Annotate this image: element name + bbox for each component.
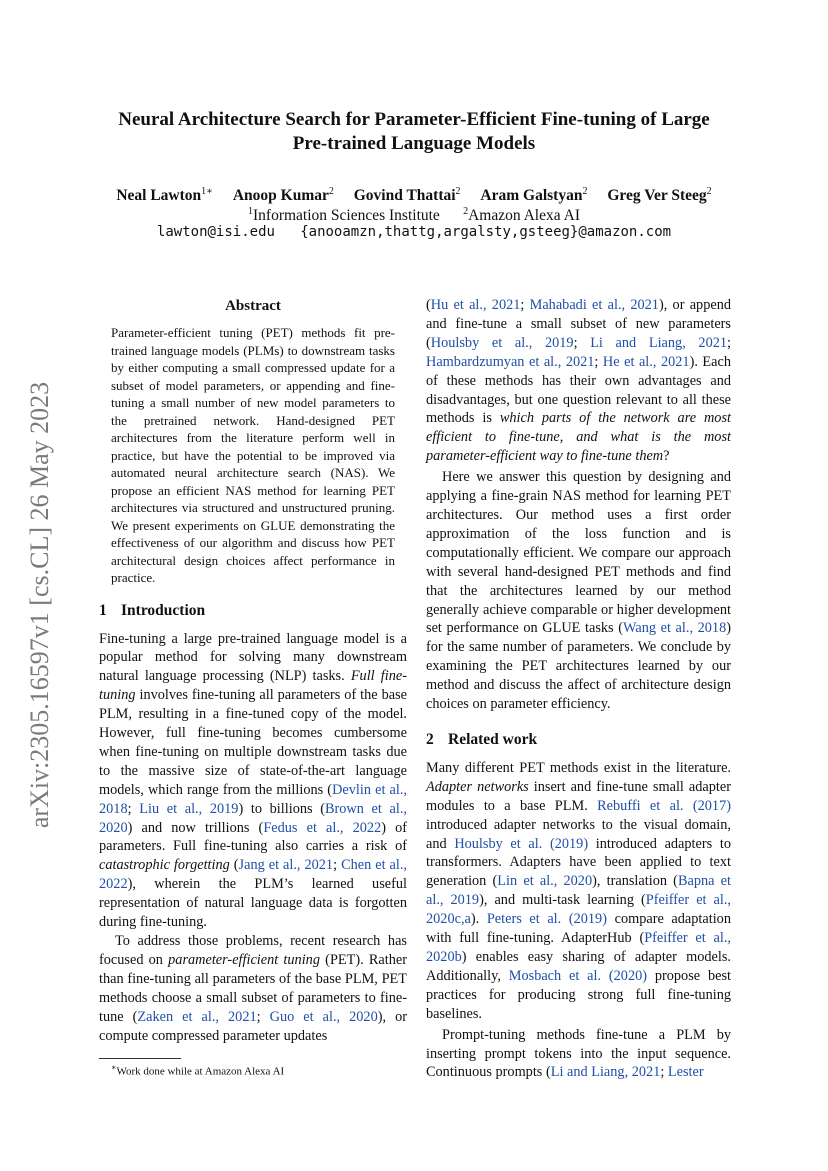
right-column [426,296,731,1082]
arxiv-identifier-sidebar [20,355,60,855]
text-run: ) and now trillions ( [127,819,264,836]
citation-link[interactable]: Li and Liang, 2021 [590,334,728,351]
intro-paragraph-continued [426,296,731,466]
citation-link[interactable]: Pfeiffer et al., 2020c,a [426,892,732,928]
citation-link[interactable]: Lester [667,1064,704,1081]
text-run: ; [727,334,731,351]
text-run: ), or compute compressed parameter updates [99,1008,408,1044]
citation-link[interactable]: Guo et al., 2020 [269,1008,378,1025]
citation-link[interactable]: Bapna et al., 2019 [426,873,731,909]
author-emails: lawton@isi.edu {anooamzn,thattg,argalsty,gsteeg}@amazon.com [156,224,672,240]
author: Greg Ver Steeg$^2$ [607,186,712,205]
intro-paragraph-3 [426,468,731,714]
citation-link[interactable]: Lin et al., 2020 [497,873,593,890]
author: Anoop Kumar$^2$ [232,186,334,205]
text-run: Fine-tuning a large pre-trained language model is a popular method for solving many downstream natural language processing (NLP) tasks. [99,630,407,685]
affiliation-1: Information Sciences Institute [253,207,440,225]
text-run: ) enables easy sharing of adapter models. Additionally, [426,949,731,984]
citation-link[interactable]: Li and Liang, 2021 [550,1064,661,1081]
intro-paragraph-2 [99,932,407,1045]
citation-link[interactable]: Fedus et al., 2022 [263,819,382,836]
intro-paragraph-1 [99,630,407,933]
paper-title [80,108,748,156]
title-line-2: Pre-trained Language Models [292,133,536,154]
text-run: Prompt-tuning methods fine-tune a PLM by inserting prompt tokens into the input sequence. Continuous prompts ( [426,1026,731,1081]
left-column [99,296,407,1045]
citation-link[interactable]: Houlsby et al., 2019 [430,334,574,351]
citation-link[interactable]: Mahabadi et al., 2021 [529,297,659,313]
text-run: ; [660,1064,668,1081]
citation-link[interactable]: Devlin et al., 2018 [99,781,407,817]
citation-link[interactable]: Brown et al., 2020 [99,800,408,836]
citation-link[interactable]: Mosbach et al. (2020) [508,967,648,984]
text-run: ) for the same number of parameters. We conclude by examining the PET architectures learned by our method and discuss the affect of architecture design choices on parameter efficiency. [426,620,731,713]
text-run: ), and multi-task learning ( [479,892,646,909]
text-run: ), or append and fine-tune a small subset of new parameters ( [426,297,731,351]
text-run: ( [426,297,431,313]
emphasis-text: Adapter networks [426,778,529,795]
text-run: ) of parameters. Full fine-tuning also carries a risk of [99,819,408,855]
emphasis-text: parameter-efficient tuning [168,951,320,968]
related-paragraph-2 [426,1026,731,1083]
citation-link[interactable]: Hambardzumyan et al., 2021 [426,353,595,370]
footnote-rule [99,1058,181,1059]
text-run: ), translation ( [592,873,678,890]
author: Neal Lawton$^{1∗}$ [116,186,213,205]
footnote: ∗Work done while at Amazon Alexa AI [111,1063,285,1078]
text-run: introduced adapter networks to the visual domain, and [426,816,731,852]
citation-link[interactable]: Pfeiffer et al., 2020b [426,930,731,965]
related-paragraph-1 [426,759,731,1024]
citation-link[interactable]: Hu et al., 2021 [430,297,521,313]
author: Govind Thattai$^2$ [353,186,461,205]
text-run: ), wherein the PLM’s learned useful representation of natural language data is forgotten during fine-tuning. [99,876,407,931]
text-run: ; [520,297,530,313]
text-run: ; [573,334,591,351]
emphasis-text: which parts of the network are most efficient to fine-tune, and what is the most parameter-efficient way to fine-tune them [426,410,731,465]
text-run: ; [256,1008,270,1025]
text-run: ). [470,911,487,928]
text-run: Many different PET methods exist in the literature. [426,759,731,776]
citation-link[interactable]: Liu et al., 2019 [139,800,239,817]
citation-link[interactable]: Chen et al., 2022 [99,857,407,893]
citation-link[interactable]: Houlsby et al. (2019) [454,835,589,852]
text-run: (PET). Rather than fine-tuning all parameters of the base PLM, PET methods choose a small subset of parameters to fine-tune ( [99,951,407,1025]
abstract-heading: Abstract [225,298,281,314]
text-run: compare adaptation with full fine-tuning. AdapterHub ( [426,911,731,947]
citation-link[interactable]: Wang et al., 2018 [623,620,727,637]
abstract-text: Parameter-efficient tuning (PET) methods fit pre-trained language models (PLMs) to downstream tasks by either computing a small compressed update for a subset of model parameters, or appending and fine-tuning a small number of new model parameters to the pretrained network. Hand-designed PET architectures from the literature perform well in practice, but have the potential to be improved via automated neural architecture search (NAS). We propose an efficient NAS method for learning PET architectures via structured and unstructured pruning. We present experiments on GLUE demonstrating the effectiveness of our algorithm and discuss how PET architectural design choices affect performance in practice. [111,325,395,585]
affiliations: $^1$Information Sciences Institute $^2$Amazon Alexa AI [248,206,580,225]
section-heading-related-work: 2 Related work [426,730,538,748]
section-heading-introduction: 1 Introduction [99,601,206,619]
text-run: ? [663,448,670,465]
text-run: ; [594,353,603,370]
emphasis-text: Full fine-tuning [99,668,407,704]
title-line-1: Neural Architecture Search for Parameter-Efficient Fine-tuning of Large [118,109,710,130]
citation-link[interactable]: Jang et al., 2021 [238,857,334,874]
citation-link[interactable]: He et al., 2021 [602,353,690,370]
text-run: introduced adapters to transformers. Adapters have been applied to text generation ( [426,835,731,890]
text-run: ( [229,857,239,874]
text-run: ). Each of these methods has their own advantages and disadvantages, but one question relevant to all these methods is [426,353,731,427]
citation-link[interactable]: Zaken et al., 2021 [137,1008,257,1025]
citation-link[interactable]: Peters et al. (2019) [486,911,607,928]
author: Aram Galstyan$^2$ [480,186,588,205]
text-run: involves fine-tuning all parameters of the base PLM, resulting in a fine-tuned copy of the model. However, full fine-tuning becomes cumbersome when fine-tuning on multiple downstream tasks due to the massive size of state-of-the-art language models, which range from the millions ( [99,687,407,798]
text-run: ; [333,857,342,874]
text-run: propose best practices for producing strong full fine-tuning baselines. [426,967,731,1022]
text-run: Here we answer this question by designing and applying a fine-grain NAS method for learning PET architectures. Our method uses a first order approximation of the loss function and is computationally efficient. We compare our approach with several hand-designed PET methods and find that the architectures learned by our method generally achieve comparable or higher development set performance on GLUE tasks ( [426,469,731,637]
text-run: ; [127,800,140,817]
arxiv-id: arXiv:2305.16597v1 [cs.CL] 26 May 2023 [25,381,54,829]
text-run: ) to billions ( [238,800,325,817]
text-run: To address those problems, recent research has focused on [99,933,407,968]
citation-link[interactable]: Rebuffi et al. (2017) [597,797,731,814]
text-run: insert and fine-tune small adapter modules to a base PLM. [426,778,731,814]
affiliation-2: Amazon Alexa AI [468,207,580,225]
emphasis-text: catastrophic forgetting [99,857,230,874]
